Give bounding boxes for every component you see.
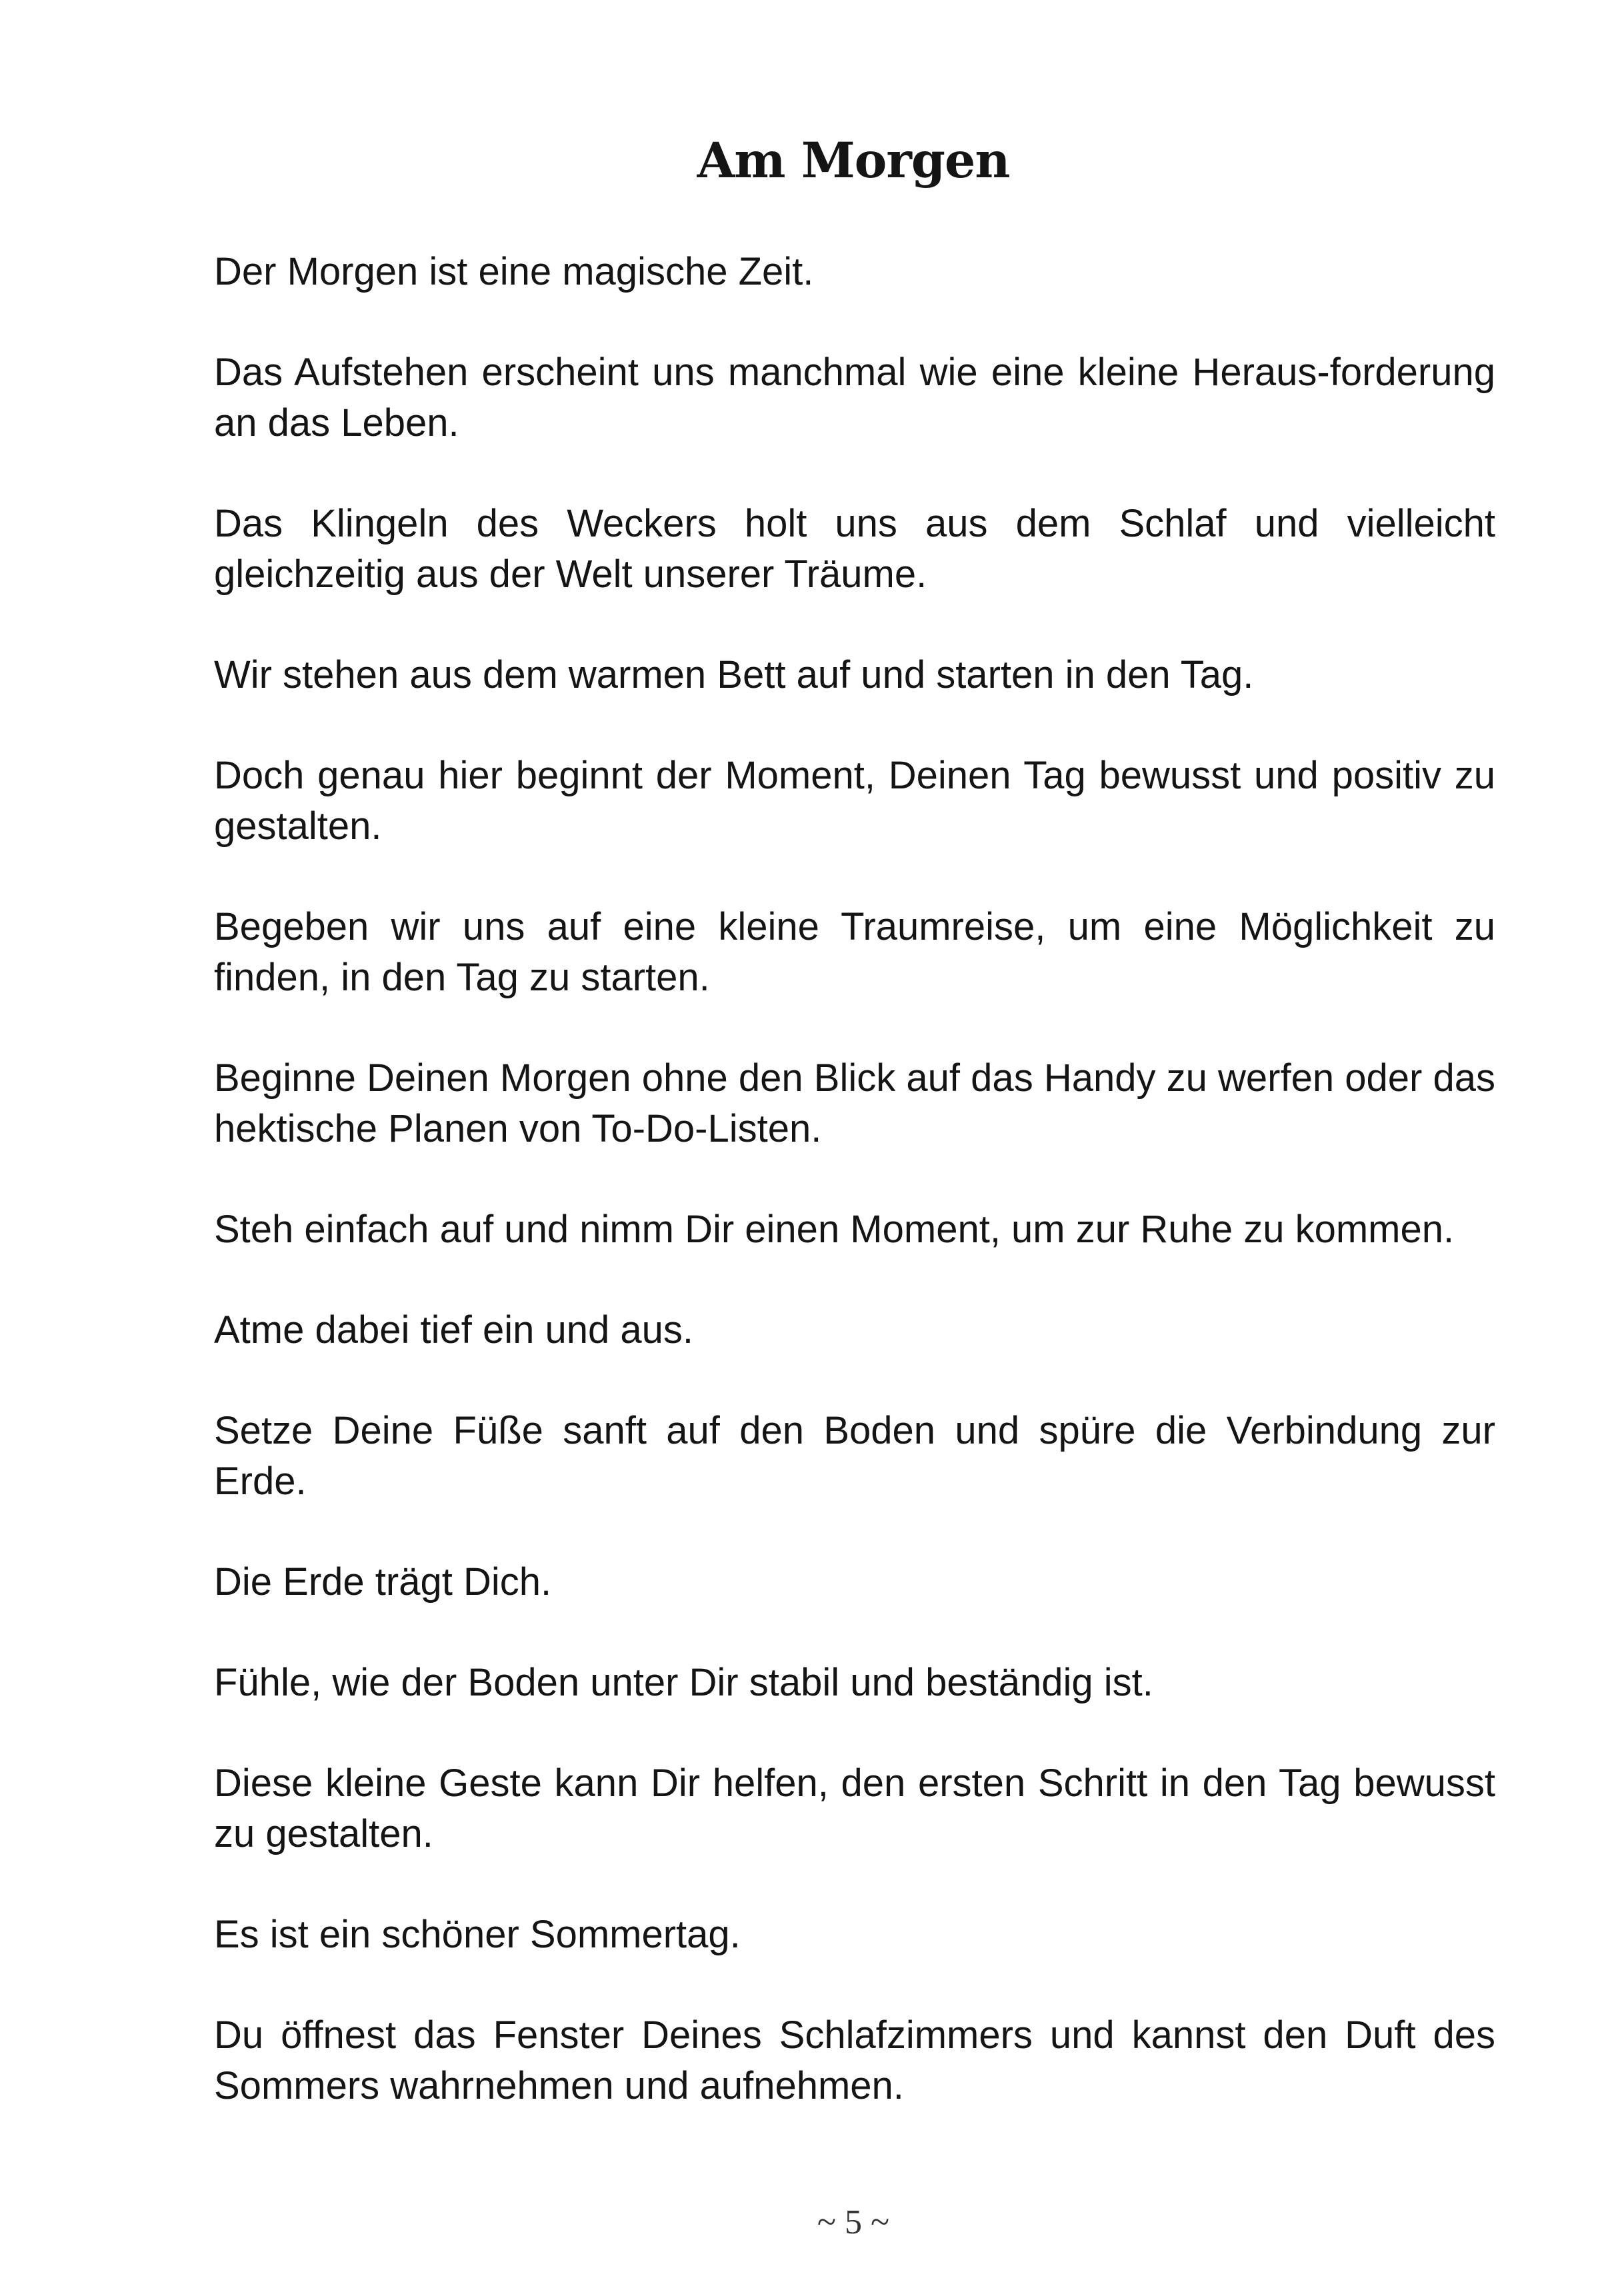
- paragraph: Die Erde trägt Dich.: [214, 1560, 552, 1604]
- paragraph: Wir stehen aus dem warmen Bett auf und starten in den Tag.: [214, 653, 1254, 696]
- paragraph: Setze Deine Füße sanft auf den Boden und spüre die Verbindung zur Erde.: [214, 1409, 1495, 1503]
- paragraph: Der Morgen ist eine magische Zeit.: [214, 250, 814, 293]
- paragraph: Das Aufstehen erscheint uns manchmal wie eine kleine Heraus-forderung an das Leben.: [214, 351, 1495, 445]
- page-title: Am Morgen: [697, 132, 1010, 189]
- paragraph: Begeben wir uns auf eine kleine Traumreise, um eine Möglichkeit zu finden, in den Tag zu starten.: [214, 905, 1495, 999]
- paragraph: Das Klingeln des Weckers holt uns aus dem Schlaf und vielleicht gleichzeitig aus der Welt unserer Träume.: [214, 502, 1495, 596]
- paragraph: Es ist ein schöner Sommertag.: [214, 1913, 741, 1956]
- body-text: [214, 247, 1495, 2111]
- paragraph: Du öffnest das Fenster Deines Schlafzimmers und kannst den Duft des Sommers wahrnehmen und aufnehmen.: [214, 2013, 1495, 2107]
- paragraph: Atme dabei tief ein und aus.: [214, 1308, 694, 1352]
- paragraph: Steh einfach auf und nimm Dir einen Moment, um zur Ruhe zu kommen.: [214, 1208, 1455, 1251]
- page-number: ~ 5 ~: [817, 2203, 890, 2241]
- paragraph: Fühle, wie der Boden unter Dir stabil und beständig ist.: [214, 1661, 1153, 1704]
- paragraph: Beginne Deinen Morgen ohne den Blick auf das Handy zu werfen oder das hektische Planen von To-Do-Listen.: [214, 1056, 1495, 1150]
- paragraph: Diese kleine Geste kann Dir helfen, den ersten Schritt in den Tag bewusst zu gestalten.: [214, 1761, 1495, 1855]
- paragraph: Doch genau hier beginnt der Moment, Deinen Tag bewusst und positiv zu gestalten.: [214, 754, 1495, 848]
